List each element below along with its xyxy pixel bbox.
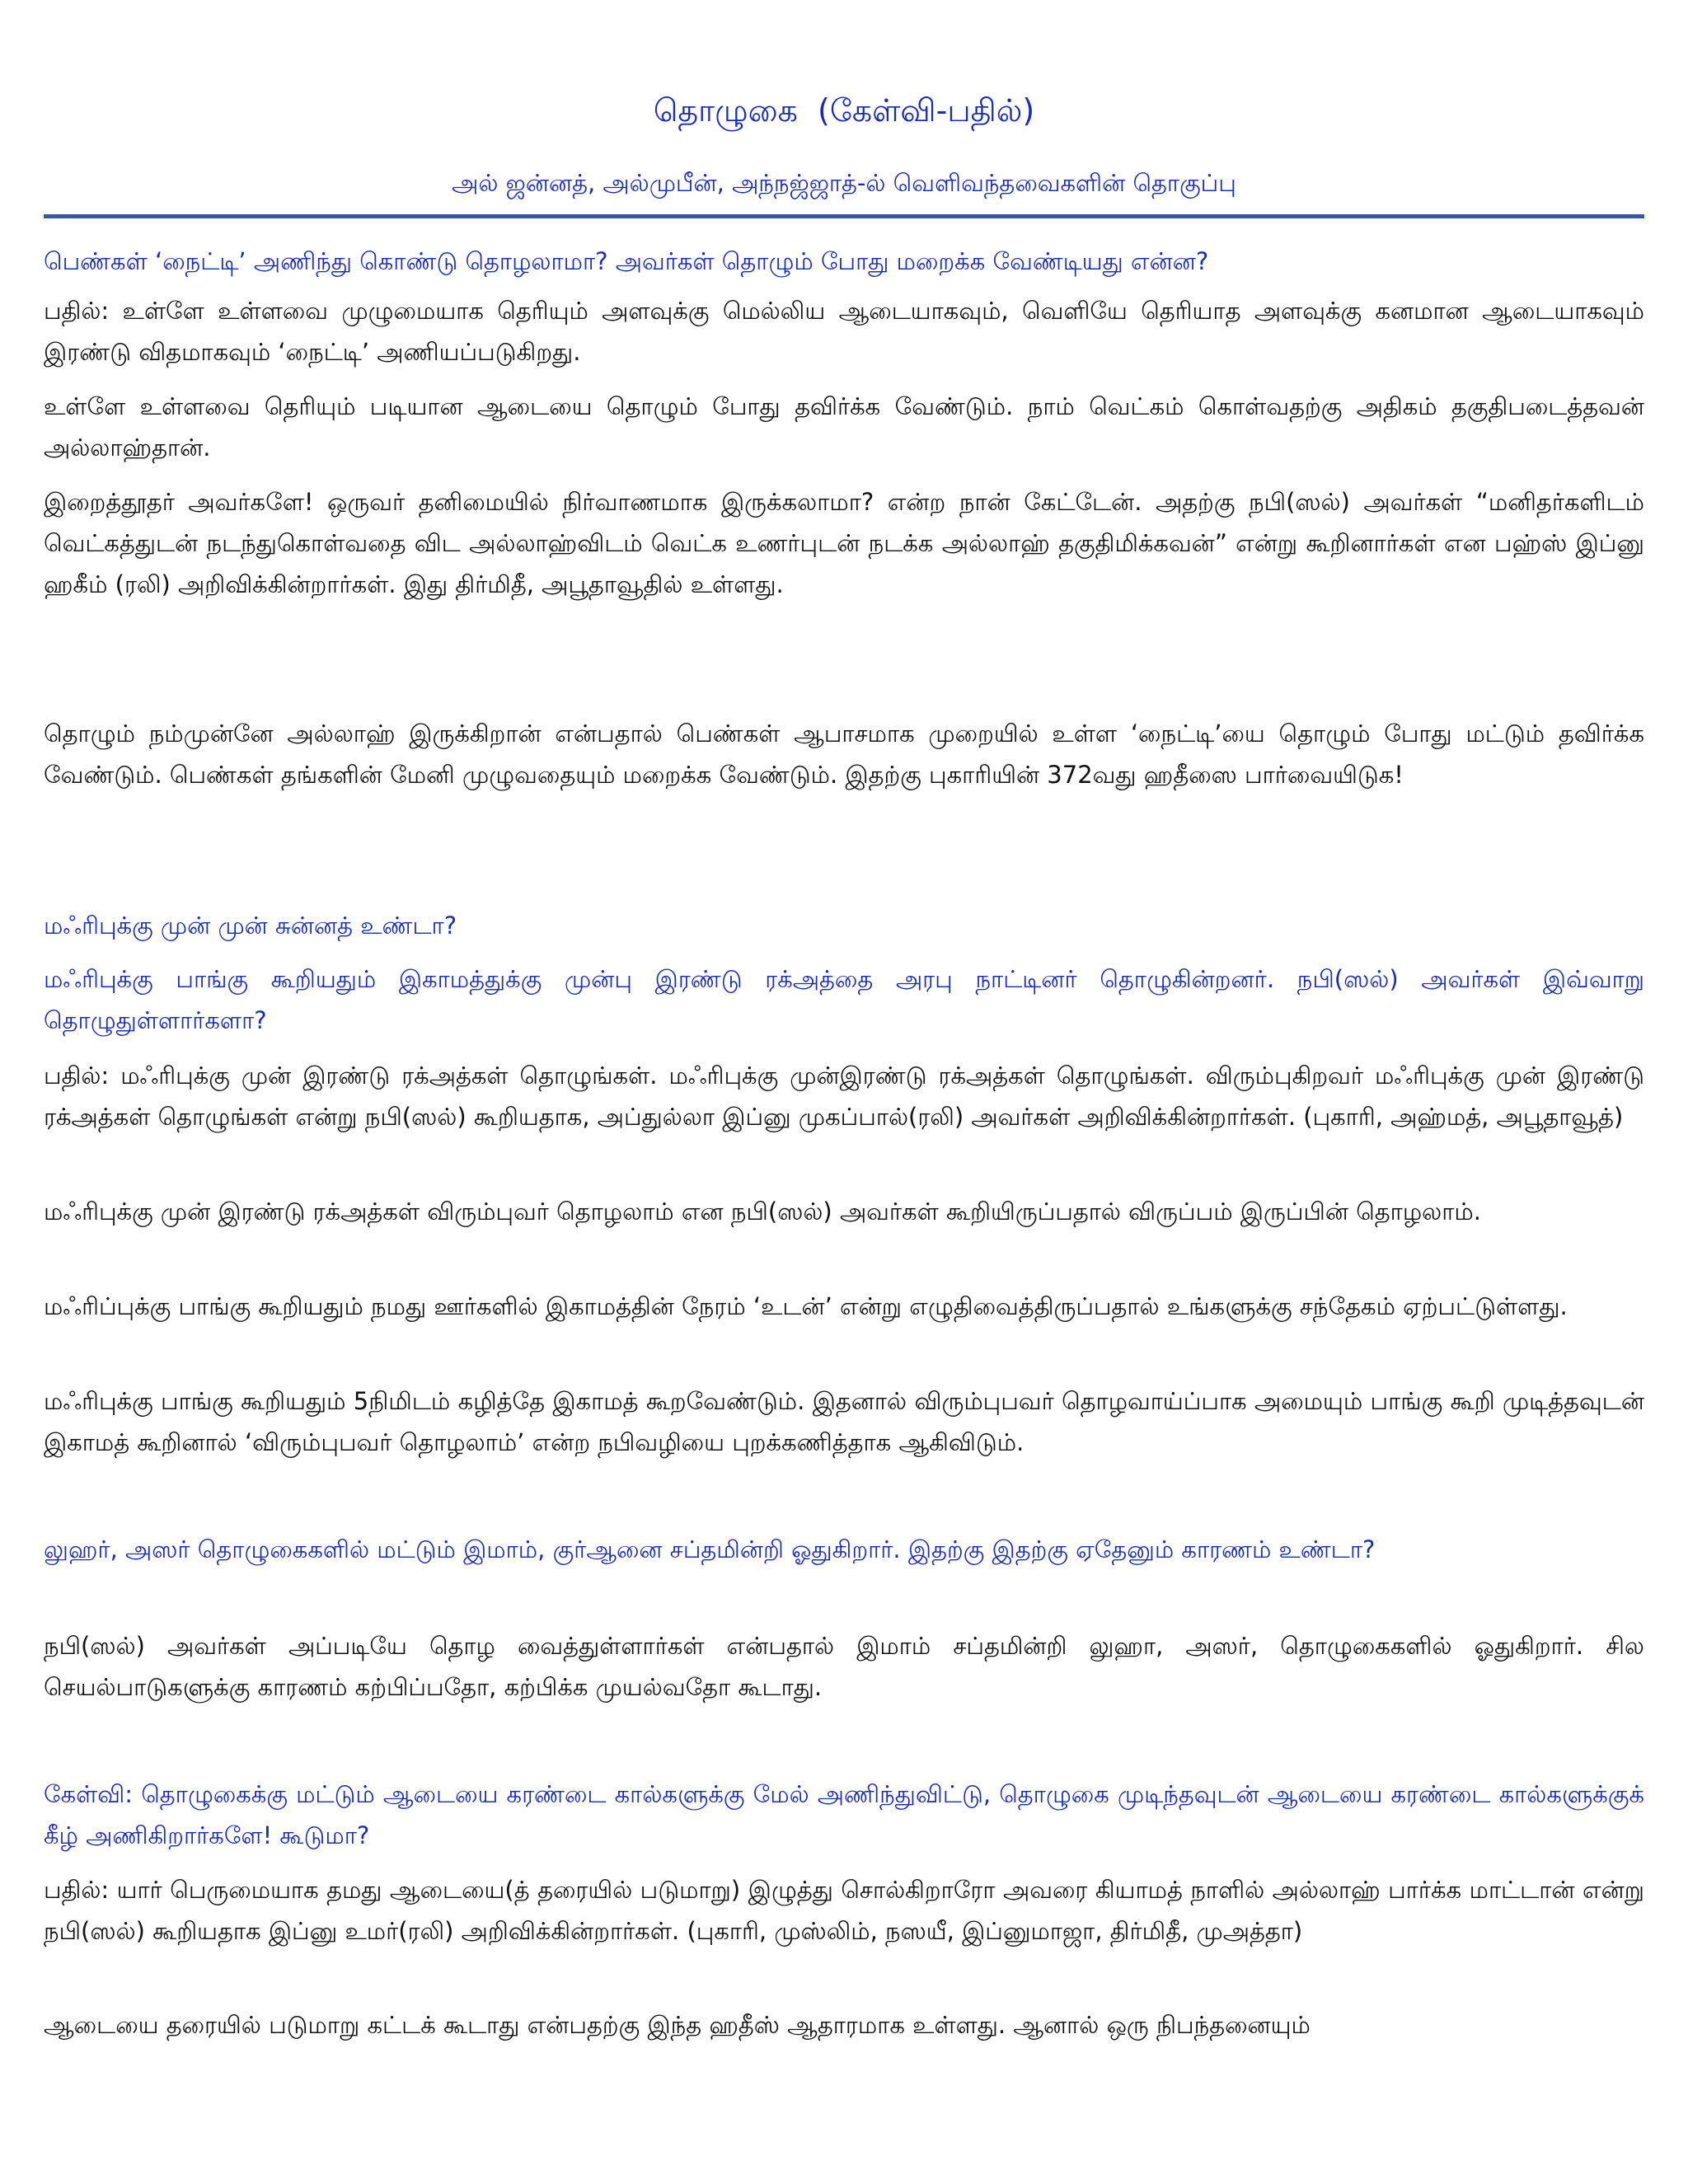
answer-maghrib-para-4: மஃரிபுக்கு பாங்கு கூறியதும் 5நிமிடம் கழித்தே இகாமத் கூறவேண்டும். இதனால் விரும்புபவர் தொழவாய்ப்பாக அமையும் பாங்கு கூறி முடித்தவுடன் இகாமத் கூறினால் ‘விரும்புபவர் தொழலாம்’ என்ற நபிவழியை புறக்கணித்தாக ஆகிவிடும். — [44, 1387, 1644, 1456]
question-silent-recitation: லுஹர், அஸர் தொழுகைகளில் மட்டும் இமாம், குர்ஆனை சப்தமின்றி ஓதுகிறார். இதற்கு இதற்கு ஏதேனும் காரணம் உண்டா? — [44, 1535, 1376, 1563]
page-title: தொழுகை (கேள்வி-பதில்) — [653, 92, 1035, 129]
header-divider — [44, 214, 1644, 218]
document-page — [44, 0, 1644, 2184]
answer-nightie-para-2: உள்ளே உள்ளவை தெரியும் படியான ஆடையை தொழும் போது தவிர்க்க வேண்டும். நாம் வெட்கம் கொள்வதற்கு அதிகம் தகுதிபடைத்தவன் அல்லாஹ்தான். — [44, 392, 1644, 462]
answer-maghrib-para-3: மஃரிப்புக்கு பாங்கு கூறியதும் நமது ஊர்களில் இகாமத்தின் நேரம் ‘உடன்’ என்று எழுதிவைத்திருப்பதால் உங்களுக்கு சந்தேகம் ஏற்பட்டுள்ளது. — [44, 1292, 1568, 1320]
answer-garment-para-2: ஆடையை தரையில் படுமாறு கட்டக் கூடாது என்பதற்கு இந்த ஹதீஸ் ஆதாரமாக உள்ளது. ஆனால் ஒரு நிபந்தனையும் — [44, 2011, 1311, 2039]
question-nightie: பெண்கள் ‘நைட்டி’ அணிந்து கொண்டு தொழலாமா? அவர்கள் தொழும் போது மறைக்க வேண்டியது என்ன? — [44, 247, 1209, 275]
question-garment-length: கேள்வி: தொழுகைக்கு மட்டும் ஆடையை கரண்டை கால்களுக்கு மேல் அணிந்துவிட்டு, தொழுகை முடிந்தவுடன் ஆடையை கரண்டை கால்களுக்குக் கீழ் அணிகிறார்களே! கூடுமா? — [44, 1780, 1644, 1849]
answer-nightie-para-1: பதில்: உள்ளே உள்ளவை முழுமையாக தெரியும் அளவுக்கு மெல்லிய ஆடையாகவும், வெளியே தெரியாத அளவுக்கு கனமான ஆடையாகவும் இரண்டு விதமாகவும் ‘நைட்டி’ அணியப்படுகிறது. — [44, 297, 1644, 366]
answer-maghrib-para-1: பதில்: மஃரிபுக்கு முன் இரண்டு ரக்அத்கள் தொழுங்கள். மஃரிபுக்கு முன்இரண்டு ரக்அத்கள் தொழுங்கள். விரும்புகிறவர் மஃரிபுக்கு முன் இரண்டு ரக்அத்கள் தொழுங்கள் என்று நபி(ஸல்) கூறியதாக, அப்துல்லா இப்னு முகப்பால்(ரலி) அவர்கள் அறிவிக்கின்றார்கள். (புகாரி, அஹ்மத், அபூதாவூத்) — [44, 1062, 1644, 1131]
answer-silent-recitation: நபி(ஸல்) அவர்கள் அப்படியே தொழ வைத்துள்ளார்கள் என்பதால் இமாம் சப்தமின்றி லுஹா, அஸர், தொழுகைகளில் ஓதுகிறார். சில செயல்பாடுகளுக்கு காரணம் கற்பிப்பதோ, கற்பிக்க முயல்வதோ கூடாது. — [44, 1632, 1644, 1701]
answer-nightie-para-3: இறைத்தூதர் அவர்களே! ஒருவர் தனிமையில் நிர்வாணமாக இருக்கலாமா? என்ற நான் கேட்டேன். அதற்கு நபி(ஸல்) அவர்கள் “மனிதர்களிடம் வெட்கத்துடன் நடந்துகொள்வதை விட அல்லாஹ்விடம் வெட்க உணர்புடன் நடக்க அல்லாஹ் தகுதிமிக்கவன்” என்று கூறினார்கள் என பஹ்ஸ் இப்னு ஹகீம் (ரலி) அறிவிக்கின்றார்கள். இது திர்மிதீ, அபூதாவூதில் உள்ளது. — [44, 488, 1644, 598]
answer-maghrib-para-2: மஃரிபுக்கு முன் இரண்டு ரக்அத்கள் விரும்புவர் தொழலாம் என நபி(ஸல்) அவர்கள் கூறியிருப்பதால் விருப்பம் இருப்பின் தொழலாம். — [44, 1197, 1481, 1226]
answer-garment-para-1: பதில்: யார் பெருமையாக தமது ஆடையை(த் தரையில் படுமாறு) இழுத்து சொல்கிறாரோ அவரை கியாமத் நாளில் அல்லாஹ் பார்க்க மாட்டான் என்று நபி(ஸல்) கூறியதாக இப்னு உமர்(ரலி) அறிவிக்கின்றார்கள். (புகாரி, முஸ்லிம், நஸயீ, இப்னுமாஜா, திர்மிதீ, முஅத்தா) — [44, 1876, 1644, 1945]
answer-nightie-para-4: தொழும் நம்முன்னே அல்லாஹ் இருக்கிறான் என்பதால் பெண்கள் ஆபாசமாக முறையில் உள்ள ‘நைட்டி’யை தொழும் போது மட்டும் தவிர்க்க வேண்டும். பெண்கள் தங்களின் மேனி முழுவதையும் மறைக்க வேண்டும். இதற்கு புகாரியின் 372வது ஹதீஸை பார்வையிடுக! — [44, 719, 1644, 789]
question-maghrib-sunnah-heading: மஃரிபுக்கு முன் முன் சுன்னத் உண்டா? — [44, 912, 457, 940]
question-maghrib-sunnah: மஃரிபுக்கு பாங்கு கூறியதும் இகாமத்துக்கு முன்பு இரண்டு ரக்அத்தை அரபு நாட்டினர் தொழுகின்றனர். நபி(ஸல்) அவர்கள் இவ்வாறு தொழுதுள்ளார்களா? — [44, 965, 1644, 1034]
page-subtitle: அல் ஜன்னத், அல்முபீன், அந்நஜ்ஜாத்-ல் வெளிவந்தவைகளின் தொகுப்பு — [452, 169, 1236, 197]
